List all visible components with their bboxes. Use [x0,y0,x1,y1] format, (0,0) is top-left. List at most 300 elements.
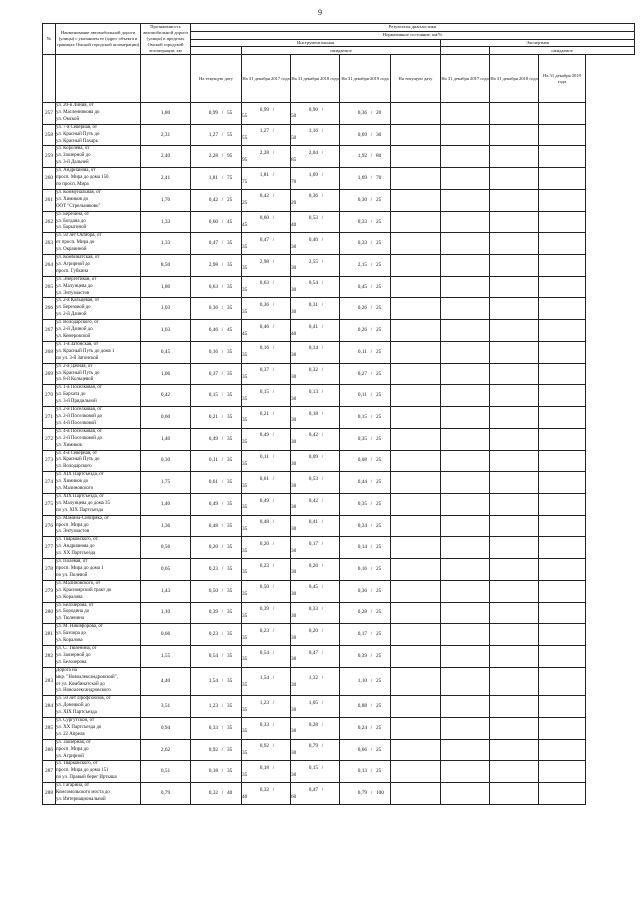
percent-value: 30 [291,308,297,315]
exp-2018-cell [490,168,539,190]
separator: / [321,193,324,200]
exp-current-cell [391,385,441,407]
km-value: 0,35 [357,435,367,442]
instr-2017-value [242,450,291,472]
exp-2018-cell [490,624,539,646]
percent-value: 40 [242,793,248,800]
table-row [43,428,635,450]
percent-value: 25 [376,566,382,573]
exp-2019-cell [539,783,586,805]
km-value: 2,55 [308,258,318,265]
percent-value: 35 [242,612,248,619]
km-value: 0,36 [308,193,318,200]
road-name-line: ул. Красный Путь до [56,457,100,463]
instr-current-value [191,385,242,407]
road-name-line: просп. Мира до дома 1 [56,566,104,571]
instr-current-value [191,761,242,783]
percent-value: 25 [376,500,382,507]
km-value: 0,33 [308,606,318,613]
instr-2018-value [291,428,340,450]
exp-2017-cell [441,537,490,559]
road-length: 1,03 [141,320,191,342]
road-name-line: ул. Малунцева до дома 35 [56,500,110,506]
exp-2017-cell [441,407,490,429]
km-value: 0,46 [259,323,269,330]
km-value: 0,88 [357,703,367,710]
percent-value: 30 [291,504,297,511]
percent-value: 35 [227,414,233,421]
exp-2019-cell [539,428,586,450]
road-name-line: ул. Бородина до [56,609,90,615]
exp-2018-cell [490,298,539,320]
road-name-line: ул. 22 Апреля [56,731,85,737]
road-name-line: ул. Андрианова, от [56,168,96,174]
exp-2017-cell [441,233,490,255]
row-number: 272 [43,428,56,450]
separator: / [221,435,224,442]
exp-current-cell [391,255,441,277]
km-value: 0,99 [208,109,218,116]
percent-value: 30 [291,656,297,663]
instr-2017-value [242,255,291,277]
percent-value: 35 [242,243,248,250]
separator: / [272,236,275,243]
km-value: 0,53 [308,215,318,222]
percent-value: 25 [376,631,382,638]
road-length: 1,80 [141,276,191,298]
separator: / [272,345,275,352]
exp-2017-cell [441,146,490,168]
km-value: 0,11 [357,348,367,355]
km-value: 1,54 [208,678,218,685]
header-exp-2019: На 31 декабря 2019 года [539,55,586,103]
instr-2017-value [242,624,291,646]
separator: / [272,215,275,222]
road-name-line: просп. Мира до [56,522,89,528]
exp-2018-cell [490,783,539,805]
separator: / [272,627,275,634]
percent-value: 70 [376,175,382,182]
percent-value: 25 [376,435,382,442]
road-name-line: ул. Заозерной до [56,652,91,658]
exp-2017-cell [441,276,490,298]
instr-2019-value [340,233,391,255]
exp-2017-cell [441,385,490,407]
percent-value: 80 [376,153,382,160]
separator: / [221,414,224,421]
instr-2019-value [340,493,391,515]
km-value: 0,20 [308,627,318,634]
km-value: 0,35 [357,500,367,507]
percent-value: 35 [227,587,233,594]
instr-2019-value [340,407,391,429]
separator: / [221,544,224,551]
km-value: 0,90 [308,106,318,113]
row-number: 282 [43,645,56,667]
row-number: 280 [43,602,56,624]
instr-2019-value [340,124,391,146]
separator: / [272,562,275,569]
road-name-line: ул. XIX Партсъезда, от [56,493,104,499]
instr-2017-value [242,645,291,667]
road-name-line: ул. 1-я Затонская, от [56,341,99,347]
separator: / [370,768,373,775]
road-name-line: ул. Красный Путь до дома 1 [56,348,115,354]
exp-current-cell [391,739,441,761]
exp-current-cell [391,189,441,211]
exp-2018-cell [490,559,539,581]
separator: / [321,171,324,178]
table-row [43,341,635,363]
exp-2018-cell [490,103,539,125]
road-length: 2,41 [141,168,191,190]
exp-2019-cell [539,472,586,494]
km-value: 0,33 [259,721,269,728]
km-value: 0,99 [259,106,269,113]
exp-current-cell [391,428,441,450]
km-value: 0,61 [208,479,218,486]
exp-current-cell [391,146,441,168]
km-value: 0,40 [308,236,318,243]
percent-value: 35 [242,681,248,688]
km-value: 1,81 [208,175,218,182]
separator: / [321,150,324,156]
road-name-line: ул. XIX Партсъезда [56,710,97,716]
header-norm: Нормативное состояние, км/% [191,31,635,39]
separator: / [370,305,373,312]
road-name-line: ул. 4-я Северная, от [56,450,98,456]
instr-2019-value [340,739,391,761]
separator: / [321,584,324,591]
percent-value: 35 [227,305,233,312]
header-instr-2019: На 31 декабря 2019 года [340,55,391,103]
km-value: 0,23 [259,562,269,569]
separator: / [221,392,224,399]
exp-2017-cell [441,718,490,740]
road-name [56,385,141,407]
road-length: 0,51 [141,761,191,783]
instr-2017-value [242,580,291,602]
instr-2017-value [242,320,291,342]
percent-value: 35 [242,482,248,489]
separator: / [221,283,224,290]
road-name-line: ул. 2-й Поселковой до [56,435,103,441]
km-value: 0,33 [208,724,218,731]
table-row [43,602,635,624]
km-value: 0,24 [357,724,367,731]
road-name [56,146,141,168]
percent-value: 35 [242,771,248,778]
instr-2018-value [291,580,340,602]
table-row [43,276,635,298]
separator: / [221,500,224,507]
km-value: 0,32 [308,367,318,374]
instr-2017-value [242,341,291,363]
instr-2017-value [242,428,291,450]
km-value: 2,15 [357,261,367,268]
separator: / [272,699,275,706]
separator: / [272,258,275,265]
km-value: 1,27 [259,128,269,135]
separator: / [272,540,275,547]
header-exp-2017: На 31 декабря 2017 года [441,55,490,103]
exp-current-cell [391,515,441,537]
exp-2018-cell [490,320,539,342]
percent-value: 30 [291,591,297,598]
road-name-line: ул. Бахчора до [56,631,86,637]
percent-value: 45 [227,218,233,225]
separator: / [272,454,275,461]
road-length: 1,75 [141,472,191,494]
km-value: 0,18 [208,768,218,775]
percent-value: 35 [242,395,248,402]
exp-2018-cell [490,761,539,783]
header-instrumental: Инструментальная [191,39,441,47]
separator: / [221,240,224,247]
km-value: 0,42 [208,196,218,203]
separator: / [272,674,275,681]
km-value: 0,36 [357,109,367,116]
separator: / [370,370,373,377]
km-value: 0,39 [208,609,218,616]
separator: / [221,196,224,203]
instr-2019-value [340,298,391,320]
road-name-line: ул. Омской [56,116,80,122]
percent-value: 35 [227,544,233,551]
road-length: 0,60 [141,407,191,429]
road-length: 4,40 [141,667,191,696]
percent-value: 25 [376,305,382,312]
km-value: 0,37 [208,370,218,377]
instr-current-value [191,428,242,450]
exp-2019-cell [539,515,586,537]
km-value: 1,16 [308,128,318,135]
km-value: 0,30 [357,196,367,203]
percent-value: 35 [242,569,248,576]
table-row [43,537,635,559]
percent-value: 30 [291,750,297,757]
separator: / [321,345,324,352]
km-value: 0,50 [208,587,218,594]
road-name-line: ул. Малунцева до [56,283,93,289]
km-value: 0,60 [259,215,269,222]
percent-value: 35 [242,728,248,735]
separator: / [221,109,224,116]
exp-2017-cell [441,341,490,363]
km-value: 0,20 [208,544,218,551]
km-value: 1,27 [208,131,218,138]
exp-2018-cell [490,428,539,450]
separator: / [272,765,275,772]
table-row [43,146,635,168]
exp-2018-cell [490,515,539,537]
exp-current-cell [391,667,441,696]
road-name-line: ул. Малиновского [56,486,94,492]
road-name-line: ул. 2-я Поселковая, от [56,407,102,413]
road-length: 1,40 [141,428,191,450]
percent-value: 30 [291,612,297,619]
instr-current-value [191,602,242,624]
km-value: 0,50 [259,584,269,591]
percent-value: 25 [376,414,382,421]
exp-2017-cell [441,580,490,602]
percent-value: 25 [376,479,382,486]
km-value: 0,20 [259,540,269,547]
separator: / [370,457,373,464]
separator: / [221,587,224,594]
km-value: 0,49 [208,500,218,507]
table-row [43,493,635,515]
instr-2019-value [340,385,391,407]
row-number: 264 [43,255,56,277]
exp-2019-cell [539,761,586,783]
percent-value: 45 [242,221,248,228]
separator: / [221,457,224,464]
instr-2018-value [291,718,340,740]
instr-current-value [191,341,242,363]
separator: / [370,746,373,753]
separator: / [221,305,224,312]
road-name-line: ул. Полевая, от [56,559,88,565]
percent-value: 40 [227,790,233,797]
instr-2019-value [340,255,391,277]
instr-2019-value [340,320,391,342]
percent-value: 25 [376,678,382,685]
separator: / [272,721,275,728]
km-value: 0,26 [357,305,367,312]
instr-current-value [191,472,242,494]
separator: / [221,746,224,753]
separator: / [272,280,275,287]
road-name-line: ул. XX Партсъезда [56,551,96,557]
road-name [56,624,141,646]
km-value: 0,27 [357,370,367,377]
exp-2017-cell [441,761,490,783]
km-value: 0,16 [357,566,367,573]
km-value: 0,16 [259,345,269,352]
instr-2019-value [340,341,391,363]
header-results: Результаты диагностики [191,24,635,32]
separator: / [321,765,324,772]
instr-2018-value [291,168,340,190]
road-name-line: просп. Мира до [56,746,89,752]
road-name-line: ул. 3-й Дальней [56,160,89,166]
exp-current-cell [391,450,441,472]
km-value: 0,79 [357,790,367,797]
percent-value: 25 [376,522,382,529]
road-name-line: ул. Королева, от [56,146,90,152]
instr-current-value [191,667,242,696]
percent-value: 35 [242,265,248,272]
road-length: 2,40 [141,146,191,168]
separator: / [370,479,373,486]
separator: / [370,724,373,731]
page-number: 9 [318,8,322,17]
table-row [43,580,635,602]
separator: / [221,348,224,355]
exp-2018-cell [490,450,539,472]
separator: / [221,703,224,710]
percent-value: 25 [376,327,382,334]
road-name [56,696,141,718]
percent-value: 25 [376,348,382,355]
percent-value: 35 [242,460,248,467]
separator: / [321,454,324,461]
separator: / [321,497,324,504]
header-exp-current: На текущую дату [391,55,441,103]
road-name-line: ул. Сургутской, от [56,718,95,724]
road-name [56,667,141,696]
row-number: 259 [43,146,56,168]
km-value: 1,92 [357,153,367,160]
road-name-line: ул. Химиков до [56,479,89,485]
percent-value: 35 [227,768,233,775]
road-length: 1,36 [141,515,191,537]
km-value: 0,31 [308,302,318,309]
separator: / [272,432,275,439]
km-value: 0,21 [208,414,218,421]
row-number: 263 [43,233,56,255]
row-number: 278 [43,559,56,581]
road-name-line: ул. Тюленина [56,616,85,622]
percent-value: 30 [291,569,297,576]
road-name-line: ул. Интернациональной [56,797,106,802]
percent-value: 30 [291,681,297,688]
percent-value: 30 [291,352,297,359]
km-value: 0,21 [259,410,269,417]
exp-current-cell [391,761,441,783]
exp-2019-cell [539,602,586,624]
instr-2019-value [340,645,391,667]
percent-value: 100 [376,790,384,797]
km-value: 0,13 [357,768,367,775]
instr-2018-value [291,298,340,320]
km-value: 0,49 [208,435,218,442]
road-name-line: ул. 1-я Поселковая, от [56,385,102,391]
table-row [43,320,635,342]
road-length: 1,80 [141,103,191,125]
exp-current-cell [391,624,441,646]
row-number: 257 [43,103,56,125]
instr-2019-value [340,783,391,805]
percent-value: 30 [291,482,297,489]
road-name [56,124,141,146]
separator: / [321,106,324,113]
road-name [56,783,141,805]
percent-value: 30 [291,373,297,380]
percent-value: 30 [291,460,297,467]
km-value: 1,69 [357,175,367,182]
road-name-line: по ул. XIX Партсъезда [56,507,104,513]
percent-value: 40 [291,221,297,228]
km-value: 0,92 [259,743,269,750]
percent-value: 35 [242,706,248,713]
exp-2017-cell [441,189,490,211]
km-value: 2,28 [259,150,269,156]
road-name-line: ул. Березовой до [56,305,91,311]
percent-value: 35 [242,352,248,359]
row-number: 275 [43,493,56,515]
separator: / [221,370,224,377]
percent-value: 25 [376,457,382,464]
exp-2019-cell [539,146,586,168]
separator: / [221,479,224,486]
instr-2017-value [242,667,291,696]
table-row [43,783,635,805]
separator: / [221,175,224,182]
exp-2019-cell [539,211,586,233]
road-name-line: мкр. "Новоалександровский", [56,674,118,680]
